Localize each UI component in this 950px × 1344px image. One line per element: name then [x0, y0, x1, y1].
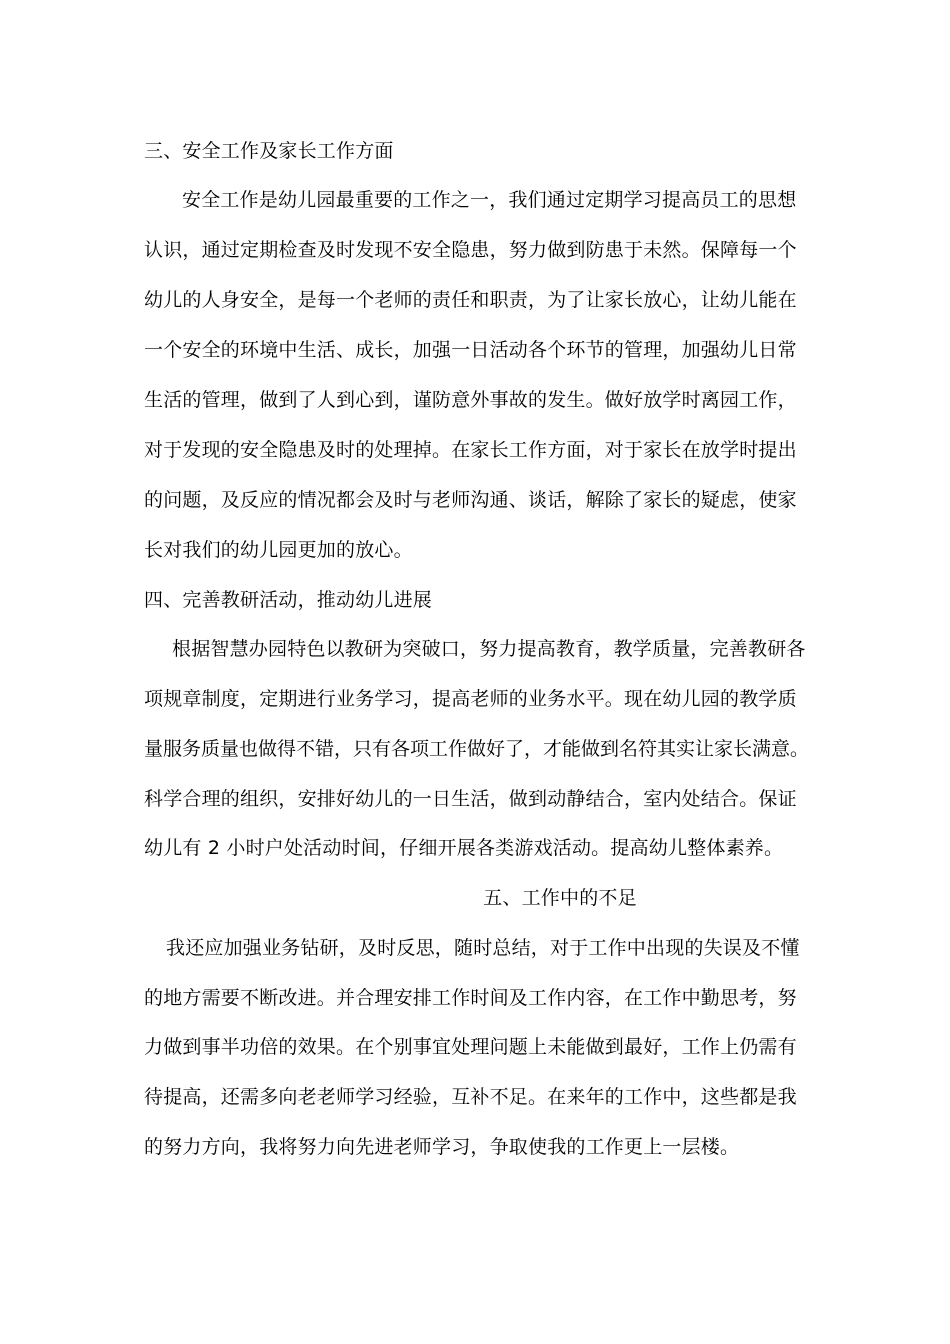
section-5-heading: 五、工作中的不足: [483, 887, 637, 909]
section-4-line-1: 根据智慧办园特色以教研为突破口，努力提高教育，教学质量，完善教研各: [172, 638, 806, 660]
section-4-line-2: 项规章制度，定期进行业务学习，提高老师的业务水平。现在幼儿园的教学质: [144, 688, 797, 710]
section-3-line-8: 长对我们的幼儿园更加的放心。: [144, 539, 413, 561]
section-4-line-3: 量服务质量也做得不错，只有各项工作做好了，才能做到名符其实让家长满意。: [144, 738, 810, 760]
section-3-line-4: 一个安全的环境中生活、成长，加强一日活动各个环节的管理，加强幼儿日常: [144, 339, 797, 361]
section-5-line-3: 力做到事半功倍的效果。在个别事宜处理问题上未能做到最好，工作上仍需有: [144, 1036, 797, 1058]
section-3-line-7: 的问题，及反应的情况都会及时与老师沟通、谈话，解除了家长的疑虑，使家: [144, 489, 797, 511]
section-3-line-6: 对于发现的安全隐患及时的处理掉。在家长工作方面，对于家长在放学时提出: [144, 439, 797, 461]
section-5-line-5: 的努力方向，我将努力向先进老师学习，争取使我的工作更上一层楼。: [144, 1136, 740, 1158]
section-3-line-2: 认识，通过定期检查及时发现不安全隐患，努力做到防患于未然。保障每一个: [144, 239, 797, 261]
section-4-line-4: 科学合理的组织，安排好幼儿的一日生活，做到动静结合，室内处结合。保证: [144, 788, 797, 810]
section-5-line-4: 待提高，还需多向老老师学习经验，互补不足。在来年的工作中，这些都是我: [144, 1086, 797, 1108]
section-4-line-5: 幼儿有 2 小时户处活动时间，仔细开展各类游戏活动。提高幼儿整体素养。: [144, 837, 784, 859]
section-3-line-3: 幼儿的人身安全，是每一个老师的责任和职责，为了让家长放心，让幼儿能在: [144, 289, 797, 311]
section-3-line-1: 安全工作是幼儿园最重要的工作之一，我们通过定期学习提高员工的思想: [182, 189, 797, 211]
section-3-line-5: 生活的管理，做到了人到心到，谨防意外事故的发生。做好放学时离园工作，: [144, 389, 797, 411]
section-4-heading: 四、完善教研活动，推动幼儿进展: [144, 589, 433, 611]
section-5-line-1: 我还应加强业务钻研，及时反思，随时总结，对于工作中出现的失误及不懂: [166, 937, 800, 959]
section-3-heading: 三、安全工作及家长工作方面: [144, 140, 394, 162]
section-5-line-2: 的地方需要不断改进。并合理安排工作时间及工作内容，在工作中勤思考，努: [144, 987, 797, 1009]
